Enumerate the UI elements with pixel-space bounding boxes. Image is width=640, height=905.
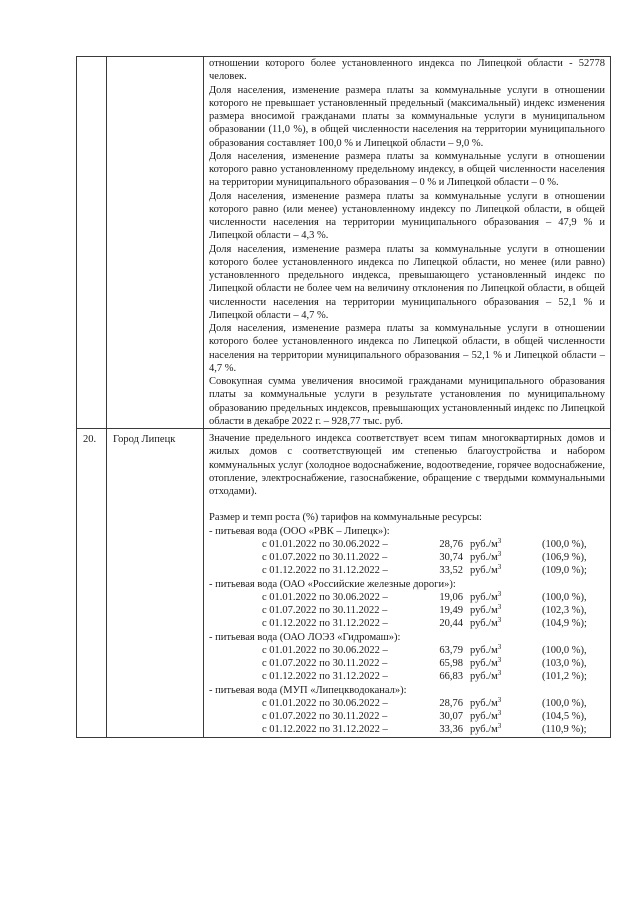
tariff-group-title: - питьевая вода (ООО «РВК – Липецк»): <box>209 525 390 537</box>
tariff-value: 30,74 <box>439 552 463 563</box>
tariff-line <box>204 723 610 736</box>
paragraph-index-intro: Значение предельного индекса соответствует всем типам многоквартирных домов и жилых домов с соответствующей им степенью благоустройства и набором коммунальных услуг (холодное водоснабжение, водоотведение, горячее водоснабжение, отопление, электроснабжение, газоснабжение, обращение с твердыми коммунальными отходами). <box>209 433 605 497</box>
tariff-growth: (104,9 %); <box>542 618 587 630</box>
tariff-heading: Размер и темп роста (%) тарифов на коммунальные ресурсы: <box>209 512 482 524</box>
cell-number-empty <box>77 57 107 429</box>
tariff-group <box>204 578 610 631</box>
tariff-unit: $руб./м^3$ <box>470 642 502 656</box>
tariff-group-title: - питьевая вода (МУП «Липецкводоканал»): <box>209 684 407 696</box>
tariff-line <box>204 710 610 723</box>
tariff-value: 28,76 <box>439 697 463 709</box>
tariff-period: с 01.12.2022 по 31.12.2022 – <box>262 671 388 683</box>
paragraph-share-equal-regional: Доля населения, изменение размера платы за коммунальные услуги в отношении которого равно (или менее) установленному индексу по Липецкой области, в общей численности населения на территории муниципального образования – 47,9 % и Липецкой области – 4,3 %. <box>209 190 605 242</box>
tariff-line <box>204 670 610 683</box>
tariff-growth: (104,5 %), <box>542 711 587 722</box>
tariff-line <box>204 697 610 710</box>
tariff-line <box>204 564 610 577</box>
tariff-growth: (109,0 %); <box>542 565 587 577</box>
cell-row-number <box>77 429 107 738</box>
tariff-unit: $руб./м^3$ <box>470 709 502 722</box>
tariff-value: 63,79 <box>439 644 463 656</box>
tariff-value: 28,76 <box>439 538 463 550</box>
table-row-20 <box>77 429 611 738</box>
tariff-unit: $руб./м^3$ <box>470 616 502 630</box>
paragraph-share-not-exceeding: Доля населения, изменение размера платы за коммунальные услуги в отношении которого не превышает установленный предельный (максимальный) индекс изменения размера вносимой гражданами платы за коммунальные услуги в муниципальном образовании (11,0 %), в общей численности населения на территории муниципального образования составляет 100,0 % и Липецкой области – 9,0 %. <box>209 84 605 149</box>
tariff-unit: $руб./м^3$ <box>470 589 502 603</box>
tariff-period: с 01.01.2022 по 30.06.2022 – <box>262 538 388 550</box>
cell-text-continued <box>204 57 611 429</box>
tariff-unit: $руб./м^3$ <box>470 563 502 577</box>
tariff-period: с 01.07.2022 по 30.11.2022 – <box>262 711 388 722</box>
tariff-growth: (100,0 %), <box>542 591 587 603</box>
document-table <box>76 56 611 738</box>
tariff-period: с 01.01.2022 по 30.06.2022 – <box>262 644 388 656</box>
tariff-group <box>204 631 610 684</box>
tariff-value: 33,36 <box>439 724 463 736</box>
row-number: 20. <box>83 434 97 445</box>
paragraph-share-above-regional: Доля населения, изменение размера платы за коммунальные услуги в отношении которого более установленного индекса по Липецкой области, в общей численности населения на территории муниципального образования – 52,1 % и Липецкой области – 4,7 %. <box>209 323 605 374</box>
cell-name-empty <box>107 57 204 429</box>
tariff-group <box>204 525 610 578</box>
tariff-period: с 01.12.2022 по 31.12.2022 – <box>262 618 388 630</box>
tariff-growth: (100,0 %), <box>542 538 587 550</box>
paragraph-total-increase: Совокупная сумма увеличения вносимой гражданами муниципального образования платы за коммунальные услуги в результате установления по муниципальному образованию предельных индексов, превышающих установленный индекс по Липецкой области в декабре 2022 г. – 928,77 тыс. руб. <box>209 376 605 427</box>
tariff-growth: (106,9 %), <box>542 552 587 563</box>
tariff-period: с 01.07.2022 по 30.11.2022 – <box>262 552 388 563</box>
paragraph-share-equal-limit: Доля населения, изменение размера платы за коммунальные услуги в отношении которого равно установленному предельному индексу, в общей численности населения на территории муниципального образования – 0 % и Липецкой области – 0 %. <box>209 150 605 189</box>
tariff-line <box>204 657 610 670</box>
table-row-continued <box>77 57 611 429</box>
paragraph-continued: отношении которого более установленного индекса по Липецкой области - 52778 человек. <box>209 58 605 83</box>
tariff-value: 65,98 <box>439 658 463 669</box>
tariff-growth: (100,0 %), <box>542 644 587 656</box>
tariff-value: 19,49 <box>439 605 463 616</box>
tariff-line <box>204 617 610 630</box>
tariff-value: 19,06 <box>439 591 463 603</box>
paragraph-share-between: Доля населения, изменение размера платы за коммунальные услуги в отношении которого более установленного индекса по Липецкой области, но менее (или равно) установленного предельного индекса, превышающего установленный индекс по Липецкой области не более чем на величину отклонения по Липецкой области, в общей численности населения на территории муниципального образования – 52,1 % и Липецкой области – 4,7 %. <box>209 243 605 321</box>
tariff-growth: (102,3 %), <box>542 605 587 616</box>
tariff-line <box>204 644 610 657</box>
tariff-line <box>204 604 610 617</box>
blank-line <box>204 498 610 511</box>
cell-row-20-text <box>204 429 611 738</box>
tariff-group-title: - питьевая вода (ОАО ЛОЭЗ «Гидромаш»): <box>209 631 401 643</box>
tariff-line <box>204 591 610 604</box>
tariff-period: с 01.12.2022 по 31.12.2022 – <box>262 565 388 577</box>
tariff-line <box>204 538 610 551</box>
tariff-unit: $руб./м^3$ <box>470 669 502 683</box>
tariff-value: 30,07 <box>439 711 463 722</box>
tariff-growth: (110,9 %); <box>542 724 587 736</box>
tariff-unit: $руб./м^3$ <box>470 656 502 669</box>
tariff-unit: $руб./м^3$ <box>470 695 502 709</box>
tariff-period: с 01.07.2022 по 30.11.2022 – <box>262 658 388 669</box>
tariff-period: с 01.12.2022 по 31.12.2022 – <box>262 724 388 736</box>
tariff-growth: (101,2 %); <box>542 671 587 683</box>
tariff-value: 66,83 <box>439 671 463 683</box>
tariff-value: 20,44 <box>439 618 463 630</box>
tariff-unit: $руб./м^3$ <box>470 603 502 616</box>
tariff-unit: $руб./м^3$ <box>470 536 502 550</box>
tariff-value: 33,52 <box>439 565 463 577</box>
tariff-period: с 01.01.2022 по 30.06.2022 – <box>262 697 388 709</box>
tariff-unit: $руб./м^3$ <box>470 722 502 736</box>
tariff-unit: $руб./м^3$ <box>470 550 502 563</box>
municipality-name: Город Липецк <box>113 434 176 445</box>
tariff-period: с 01.07.2022 по 30.11.2022 – <box>262 605 388 616</box>
tariff-line <box>204 551 610 564</box>
tariff-growth: (103,0 %), <box>542 658 587 669</box>
tariff-period: с 01.01.2022 по 30.06.2022 – <box>262 591 388 603</box>
tariff-group <box>204 684 610 737</box>
tariff-growth: (100,0 %), <box>542 697 587 709</box>
tariff-group-title: - питьевая вода (ОАО «Российские железные дороги»): <box>209 578 456 590</box>
cell-municipality <box>107 429 204 738</box>
